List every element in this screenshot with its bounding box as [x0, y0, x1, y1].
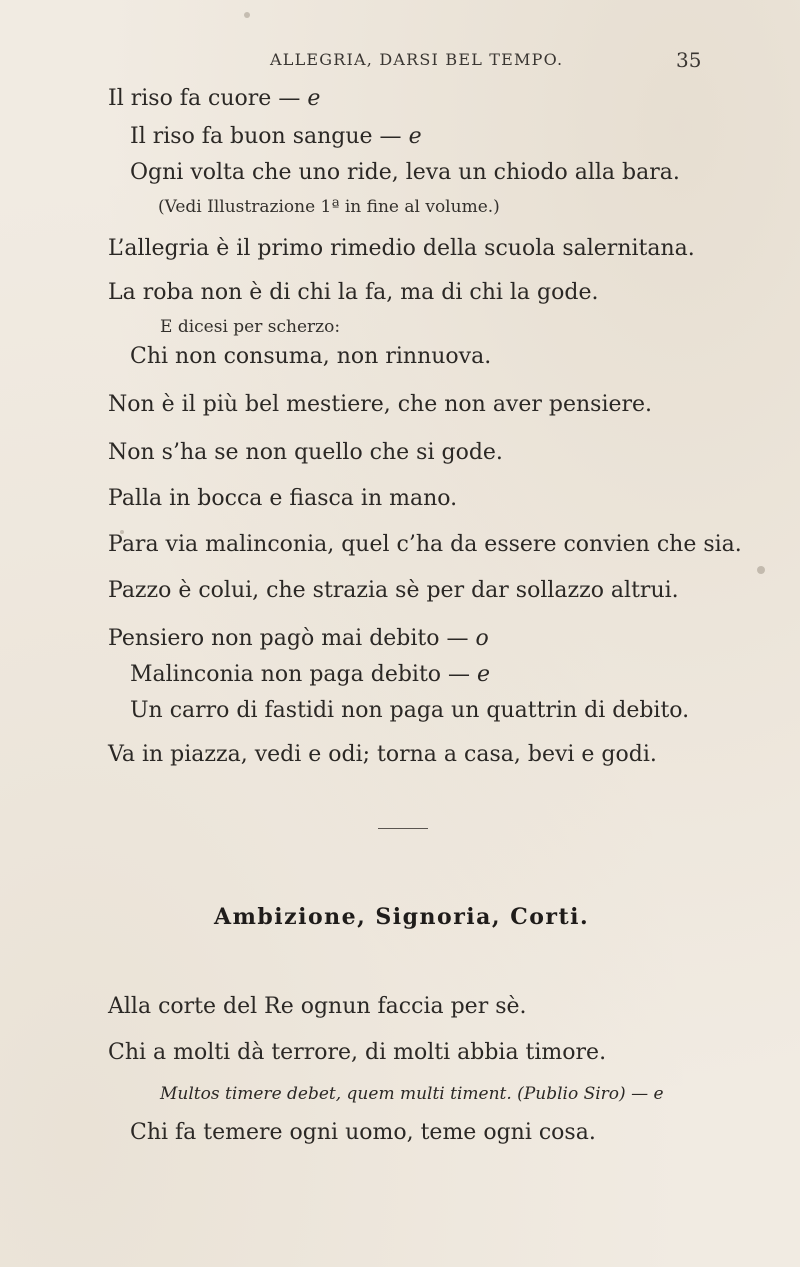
- proverb-line: [108, 626, 489, 651]
- proverb-line: Va in piazza, vedi e odi; torna a casa, bevi e godi.: [108, 742, 657, 767]
- dash: —: [439, 626, 476, 651]
- running-head: ALLEGRIA, DARSI BEL TEMPO.: [270, 50, 564, 69]
- proverb-line: Pazzo è colui, che strazia sè per dar sollazzo altrui.: [108, 578, 679, 603]
- paper-speck: [244, 12, 250, 18]
- proverb-line: [130, 124, 422, 149]
- latin-quote: Multos timere debet, quem multi timent.: [160, 1084, 512, 1104]
- conjunction: e: [477, 662, 491, 687]
- illustration-note: (Vedi Illustrazione 1ª in fine al volume.): [158, 197, 500, 217]
- proverb-text: Pensiero non pagò mai debito: [108, 626, 440, 651]
- conjunction: o: [475, 626, 489, 651]
- proverb-line: Palla in bocca e fiasca in mano.: [108, 486, 458, 511]
- annotation: E dicesi per scherzo:: [160, 317, 341, 337]
- proverb-text: Il riso fa cuore: [108, 86, 272, 111]
- page-number: 35: [676, 48, 702, 72]
- proverb-text: Malinconia non paga debito: [130, 662, 442, 687]
- dash: —: [441, 662, 478, 687]
- proverb-line: Para via malinconia, quel c’ha da essere convien che sia.: [108, 532, 742, 557]
- proverb-line: [108, 86, 320, 111]
- section-heading: Ambizione, Signoria, Corti.: [214, 904, 590, 930]
- proverb-line: Chi non consuma, non rinnuova.: [130, 344, 492, 369]
- conjunction: e: [408, 124, 422, 149]
- proverb-line: Non è il più bel mestiere, che non aver pensiere.: [108, 392, 653, 417]
- dash: —: [271, 86, 308, 111]
- conjunction: e: [307, 86, 321, 111]
- proverb-line: Non s’ha se non quello che si gode.: [108, 440, 503, 465]
- latin-citation: [160, 1080, 664, 1105]
- proverb-line: [130, 662, 490, 687]
- proverb-line: La roba non è di chi la fa, ma di chi la gode.: [108, 280, 599, 305]
- dash: —: [372, 124, 409, 149]
- proverb-line: Ogni volta che uno ride, leva un chiodo alla bara.: [130, 160, 680, 185]
- proverb-line: L’allegria è il primo rimedio della scuola salernitana.: [108, 236, 695, 261]
- citation-source: (Publio Siro) — e: [511, 1084, 664, 1104]
- section-divider: [378, 828, 428, 829]
- proverb-line: Un carro di fastidi non paga un quattrin di debito.: [130, 698, 690, 723]
- proverb-line: Chi a molti dà terrore, di molti abbia timore.: [108, 1040, 607, 1065]
- proverb-line: Alla corte del Re ognun faccia per sè.: [108, 994, 527, 1019]
- proverb-line: Chi fa temere ogni uomo, teme ogni cosa.: [130, 1120, 596, 1145]
- paper-speck: [757, 566, 765, 574]
- proverb-text: Il riso fa buon sangue: [130, 124, 373, 149]
